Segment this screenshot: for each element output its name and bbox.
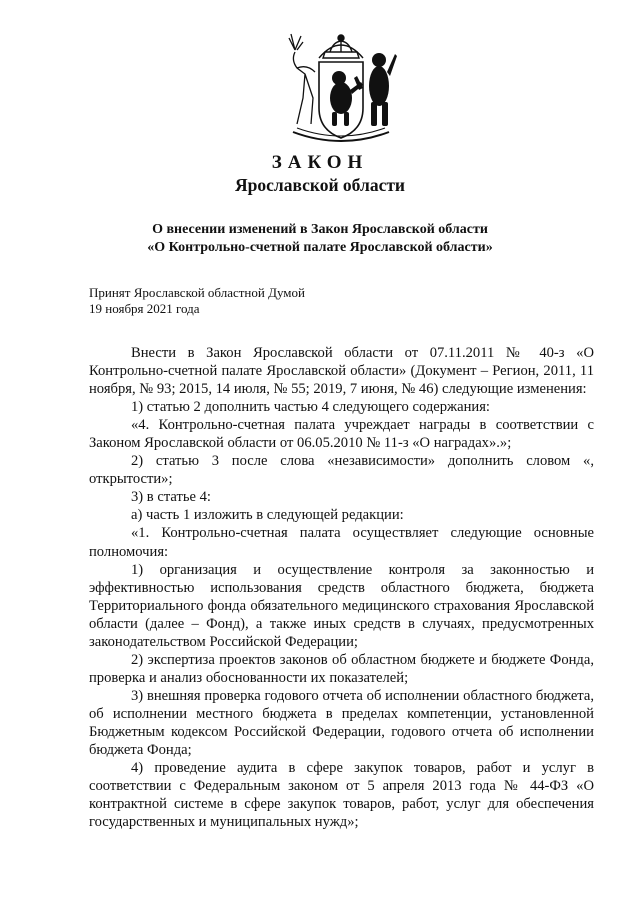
- document-title: ЗАКОН: [271, 152, 369, 173]
- adopted-date: 19 ноября 2021 года: [89, 301, 200, 316]
- paragraph: 3) внешняя проверка годового отчета об исполнении областного бюджета, об исполнении местного бюджета в пределах компетенции, установленной Бюджетным кодексом Российской Федерации, годового отчета об исполнении бюджета Фонда;: [89, 687, 594, 759]
- paragraph: 2) статью 3 после слова «независимости» дополнить словом «, открытости»;: [89, 453, 594, 488]
- paragraph: Внести в Закон Ярославской области от 07.11.2011 № 40-з «О Контрольно-счетной палате Ярославской области» (Документ – Регион, 2011, 11 ноября, № 93; 2015, 14 июля, № 55; 2019, 7 июня, № 46) следующие изменения:: [89, 345, 594, 398]
- paragraph: 3) в статье 4:: [131, 489, 211, 506]
- paragraph: 2) экспертиза проектов законов об областном бюджете и бюджете Фонда, проверка и анализ обоснованности их показателей;: [89, 651, 594, 686]
- law-subtitle-line-1: О внесении изменений в Закон Ярославской области: [152, 222, 488, 237]
- document-body: [89, 344, 594, 831]
- paragraph: а) часть 1 изложить в следующей редакции:: [131, 507, 404, 524]
- paragraph: 1) организация и осуществление контроля за законностью и эффективностью использования средств областного бюджета, бюджета Территориального фонда обязательного медицинского страхования Ярославской области (далее – Фонд), а также иных средств в случаях, предусмотренных законодательством Российской Федерации;: [89, 561, 594, 650]
- paragraph: 4) проведение аудита в сфере закупок товаров, работ и услуг в соответствии с Федеральным законом от 5 апреля 2013 года № 44-ФЗ «О контрактной системе в сфере закупок товаров, работ, услуг для обеспечения государственных и муниципальных нужд»;: [89, 760, 594, 831]
- paragraph: «1. Контрольно-счетная палата осуществляет следующие основные полномочия:: [89, 525, 594, 560]
- document-region: Ярославской области: [234, 175, 406, 195]
- coat-of-arms-icon: [283, 28, 399, 150]
- paragraph: «4. Контрольно-счетная палата учреждает награды в соответствии с Законом Ярославской области от 06.05.2010 № 11-з «О наградах».»;: [89, 417, 594, 452]
- law-subtitle-line-2: «О Контрольно-счетной палате Ярославской области»: [147, 240, 493, 255]
- paragraph: 1) статью 2 дополнить частью 4 следующего содержания:: [131, 399, 490, 416]
- adopted-by: Принят Ярославской областной Думой: [89, 285, 305, 300]
